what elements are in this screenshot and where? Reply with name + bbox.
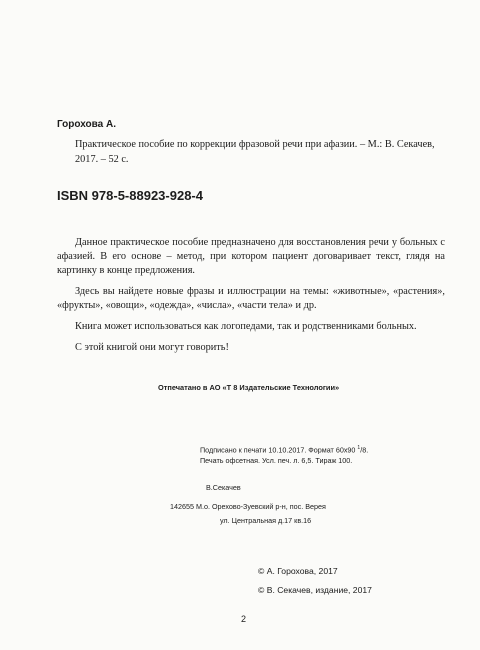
abstract-paragraph: Книга может использоваться как логопедами, так и родственниками больных. (75, 321, 417, 332)
abstract-paragraph: С этой книгой они могут говорить! (75, 342, 229, 353)
copyright-author: © А. Горохова, 2017 (258, 566, 338, 576)
format-tail: /8. (360, 445, 369, 455)
bibliographic-line-1: Практическое пособие по коррекции фразовой речи при афазии. – М.: В. Секачев, (75, 139, 435, 150)
publisher: В.Секачев (206, 483, 241, 492)
signed-line (200, 443, 368, 455)
format-superscript: 1 (357, 445, 361, 451)
print-info (200, 443, 368, 466)
printed-at: Отпечатано в АО «Т 8 Издательские Технологии» (158, 383, 340, 392)
abstract-paragraph: Здесь вы найдете новые фразы и иллюстрации на темы: «животные», «растения», «фрукты», «овощи», «одежда», «числа», «части тела» и др. (57, 286, 445, 311)
bibliographic-line-2: 2017. – 52 с. (75, 154, 129, 165)
abstract-paragraph: Данное практическое пособие предназначено для восстановления речи у больных с афазией. В его основе – метод, при котором пациент договаривает текст, глядя на картинку в конце предложения. (57, 237, 445, 276)
signed-text: Подписано к печати 10.10.2017. Формат 60x90 (200, 445, 358, 455)
publisher-address-line-1: 142655 М.о. Орехово-Зуевский р-н, пос. Верея (170, 502, 326, 511)
bibliographic-description (57, 137, 445, 167)
print-details: Печать офсетная. Усл. печ. л. 6,5. Тираж 100. (200, 456, 353, 466)
publisher-address-line-2: ул. Центральная д.17 кв.16 (220, 516, 312, 525)
author-name: Горохова А. (57, 119, 117, 130)
copyright-edition: © В. Секачев, издание, 2017 (258, 585, 372, 595)
page-number: 2 (241, 614, 247, 624)
abstract (57, 236, 445, 362)
isbn: ISBN 978-5-88923-928-4 (57, 188, 203, 203)
